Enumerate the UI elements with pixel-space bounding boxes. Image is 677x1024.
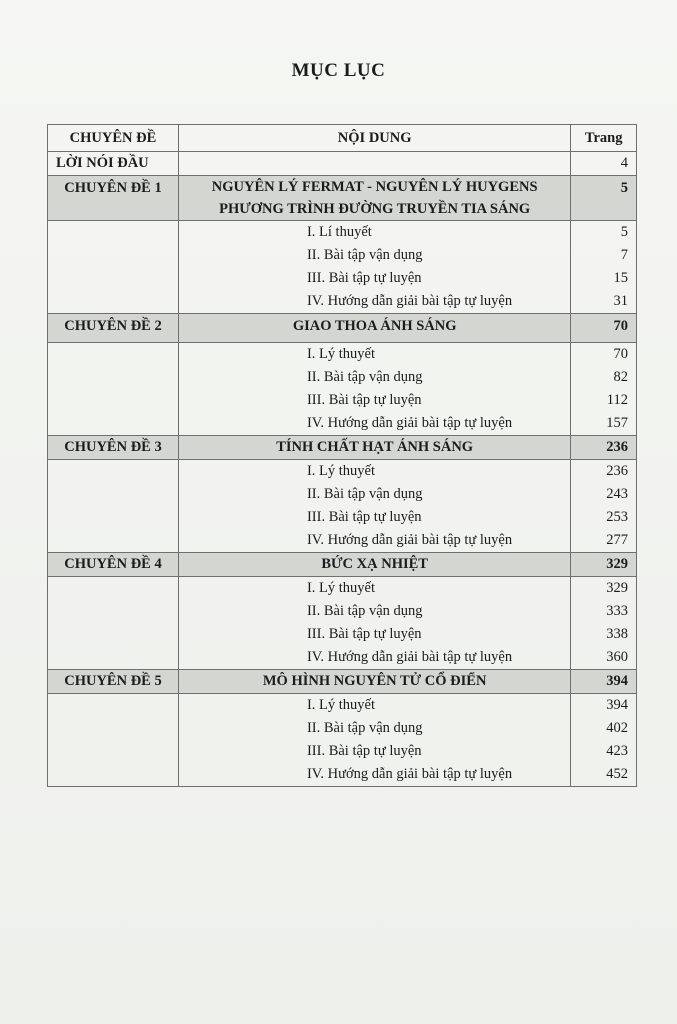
toc-item-page: 329 bbox=[571, 577, 637, 601]
chapter-label: CHUYÊN ĐỀ 1 bbox=[48, 176, 179, 221]
chapter-label: CHUYÊN ĐỀ 2 bbox=[48, 314, 179, 343]
toc-item-text: III. Bài tập tự luyện bbox=[178, 389, 570, 412]
toc-item-row bbox=[48, 763, 637, 787]
toc-item-text: I. Lý thuyết bbox=[178, 577, 570, 601]
toc-item-page: 253 bbox=[571, 506, 637, 529]
chapter-title: BỨC XẠ NHIỆT bbox=[178, 553, 570, 577]
chapter-page: 5 bbox=[571, 176, 637, 221]
chapter-row bbox=[48, 670, 637, 694]
toc-item-text: I. Lý thuyết bbox=[178, 343, 570, 367]
toc-item-page: 31 bbox=[571, 290, 637, 314]
toc-item-page: 394 bbox=[571, 694, 637, 718]
toc-item-text: III. Bài tập tự luyện bbox=[178, 740, 570, 763]
chapter-label: CHUYÊN ĐỀ 5 bbox=[48, 670, 179, 694]
toc-item-page: 360 bbox=[571, 646, 637, 670]
toc-item-row bbox=[48, 267, 637, 290]
toc-item-row bbox=[48, 529, 637, 553]
toc-item-row bbox=[48, 483, 637, 506]
toc-item-page: 402 bbox=[571, 717, 637, 740]
chapter-page: 236 bbox=[571, 436, 637, 460]
toc-item-row bbox=[48, 506, 637, 529]
chapter-page: 70 bbox=[571, 314, 637, 343]
toc-item-text: III. Bài tập tự luyện bbox=[178, 623, 570, 646]
intro-page: 4 bbox=[571, 152, 637, 176]
toc-item-row bbox=[48, 740, 637, 763]
chapter-page: 394 bbox=[571, 670, 637, 694]
toc-item-page: 70 bbox=[571, 343, 637, 367]
toc-item-row bbox=[48, 366, 637, 389]
header-content: NỘI DUNG bbox=[178, 125, 570, 152]
chapter-title: TÍNH CHẤT HẠT ÁNH SÁNG bbox=[178, 436, 570, 460]
toc-item-page: 157 bbox=[571, 412, 637, 436]
chapter-title-line: NGUYÊN LÝ FERMAT - NGUYÊN LÝ HUYGENS bbox=[211, 179, 538, 195]
chapter-title bbox=[178, 176, 570, 221]
toc-item-text: I. Lý thuyết bbox=[178, 694, 570, 718]
toc-item-text: II. Bài tập vận dụng bbox=[178, 244, 570, 267]
chapter-title-line: PHƯƠNG TRÌNH ĐƯỜNG TRUYỀN TIA SÁNG bbox=[219, 201, 531, 217]
chapter-row bbox=[48, 314, 637, 343]
toc-item-page: 82 bbox=[571, 366, 637, 389]
toc-item-row bbox=[48, 343, 637, 367]
toc-item-text: III. Bài tập tự luyện bbox=[178, 506, 570, 529]
chapter-page: 329 bbox=[571, 553, 637, 577]
toc-item-page: 338 bbox=[571, 623, 637, 646]
intro-row bbox=[48, 152, 637, 176]
toc-item-page: 423 bbox=[571, 740, 637, 763]
toc-item-row bbox=[48, 694, 637, 718]
toc-item-row bbox=[48, 577, 637, 601]
toc-item-page: 236 bbox=[571, 460, 637, 484]
table-header-row bbox=[48, 125, 637, 152]
toc-item-page: 243 bbox=[571, 483, 637, 506]
chapter-title: MÔ HÌNH NGUYÊN TỬ CỔ ĐIỂN bbox=[178, 670, 570, 694]
toc-item-text: I. Lí thuyết bbox=[178, 221, 570, 245]
toc-item-text: II. Bài tập vận dụng bbox=[178, 483, 570, 506]
toc-item-row bbox=[48, 290, 637, 314]
toc-item-text: II. Bài tập vận dụng bbox=[178, 717, 570, 740]
toc-item-page: 112 bbox=[571, 389, 637, 412]
toc-item-text: IV. Hướng dẫn giải bài tập tự luyện bbox=[178, 290, 570, 314]
toc-item-text: IV. Hướng dẫn giải bài tập tự luyện bbox=[178, 646, 570, 670]
header-page: Trang bbox=[571, 125, 637, 152]
toc-item-text: IV. Hướng dẫn giải bài tập tự luyện bbox=[178, 529, 570, 553]
chapter-row bbox=[48, 553, 637, 577]
toc-item-row bbox=[48, 646, 637, 670]
intro-label: LỜI NÓI ĐẦU bbox=[48, 152, 179, 176]
table-of-contents bbox=[47, 124, 637, 787]
chapter-row bbox=[48, 436, 637, 460]
toc-item-row bbox=[48, 600, 637, 623]
toc-item-row bbox=[48, 221, 637, 245]
toc-item-row bbox=[48, 244, 637, 267]
chapter-label: CHUYÊN ĐỀ 4 bbox=[48, 553, 179, 577]
chapter-label: CHUYÊN ĐỀ 3 bbox=[48, 436, 179, 460]
toc-item-page: 333 bbox=[571, 600, 637, 623]
toc-item-row bbox=[48, 389, 637, 412]
toc-item-text: IV. Hướng dẫn giải bài tập tự luyện bbox=[178, 412, 570, 436]
toc-item-page: 5 bbox=[571, 221, 637, 245]
toc-item-page: 277 bbox=[571, 529, 637, 553]
chapter-title: GIAO THOA ÁNH SÁNG bbox=[178, 314, 570, 343]
toc-item-text: II. Bài tập vận dụng bbox=[178, 600, 570, 623]
toc-item-text: I. Lý thuyết bbox=[178, 460, 570, 484]
toc-item-row bbox=[48, 460, 637, 484]
header-topic: CHUYÊN ĐỀ bbox=[48, 125, 179, 152]
toc-item-page: 452 bbox=[571, 763, 637, 787]
toc-item-text: II. Bài tập vận dụng bbox=[178, 366, 570, 389]
toc-item-row bbox=[48, 623, 637, 646]
page-title: MỤC LỤC bbox=[291, 60, 386, 81]
toc-item-page: 7 bbox=[571, 244, 637, 267]
toc-item-row bbox=[48, 412, 637, 436]
intro-content bbox=[178, 152, 570, 176]
toc-item-text: III. Bài tập tự luyện bbox=[178, 267, 570, 290]
toc-item-text: IV. Hướng dẫn giải bài tập tự luyện bbox=[178, 763, 570, 787]
toc-item-row bbox=[48, 717, 637, 740]
chapter-row bbox=[48, 176, 637, 221]
toc-item-page: 15 bbox=[571, 267, 637, 290]
